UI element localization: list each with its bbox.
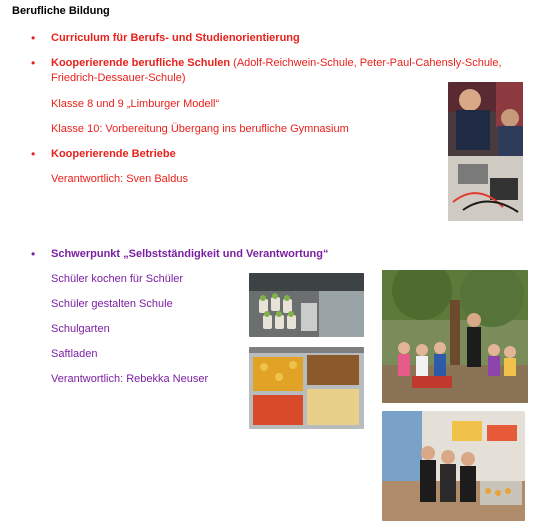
bullet-marker: • bbox=[31, 147, 36, 161]
page-title: Berufliche Bildung bbox=[12, 5, 110, 17]
partner-schools-list: (Adolf-Reichwein-Schule, Peter-Paul-Cahensly-Schule, bbox=[230, 57, 502, 69]
bullet-marker: • bbox=[31, 247, 36, 261]
partner-companies-item: Kooperierende Betriebe bbox=[51, 148, 176, 160]
list-item: Schüler gestalten Schule bbox=[51, 298, 173, 310]
dessert-cups-photo bbox=[249, 273, 364, 337]
responsible-person: Verantwortlich: Rebekka Neuser bbox=[51, 373, 209, 385]
responsible-person: Verantwortlich: Sven Baldus bbox=[51, 173, 188, 185]
partner-schools-list-cont: Friedrich-Dessauer-Schule) bbox=[51, 72, 186, 84]
list-item: Schulgarten bbox=[51, 323, 110, 335]
curriculum-item: Curriculum für Berufs- und Studienorientierung bbox=[51, 32, 300, 44]
school-garden-group-photo bbox=[382, 270, 528, 403]
bullet-marker: • bbox=[31, 56, 36, 70]
focus-title: Schwerpunkt „Selbstständigkeit und Verantwortung“ bbox=[51, 248, 329, 260]
list-item: Schüler kochen für Schüler bbox=[51, 273, 184, 285]
grade-8-9-item: Klasse 8 und 9 „Limburger Modell“ bbox=[51, 98, 220, 110]
grade-10-item: Klasse 10: Vorbereitung Übergang ins berufliche Gymnasium bbox=[51, 123, 349, 135]
bullet-marker: • bbox=[31, 31, 36, 45]
list-item: Saftladen bbox=[51, 348, 98, 360]
buffet-trays-photo bbox=[249, 347, 364, 429]
electronics-workshop-photo bbox=[448, 82, 523, 221]
partner-schools-item bbox=[51, 56, 502, 71]
partner-schools-label: Kooperierende berufliche Schulen bbox=[51, 57, 231, 69]
school-cafe-staff-photo bbox=[382, 411, 525, 521]
